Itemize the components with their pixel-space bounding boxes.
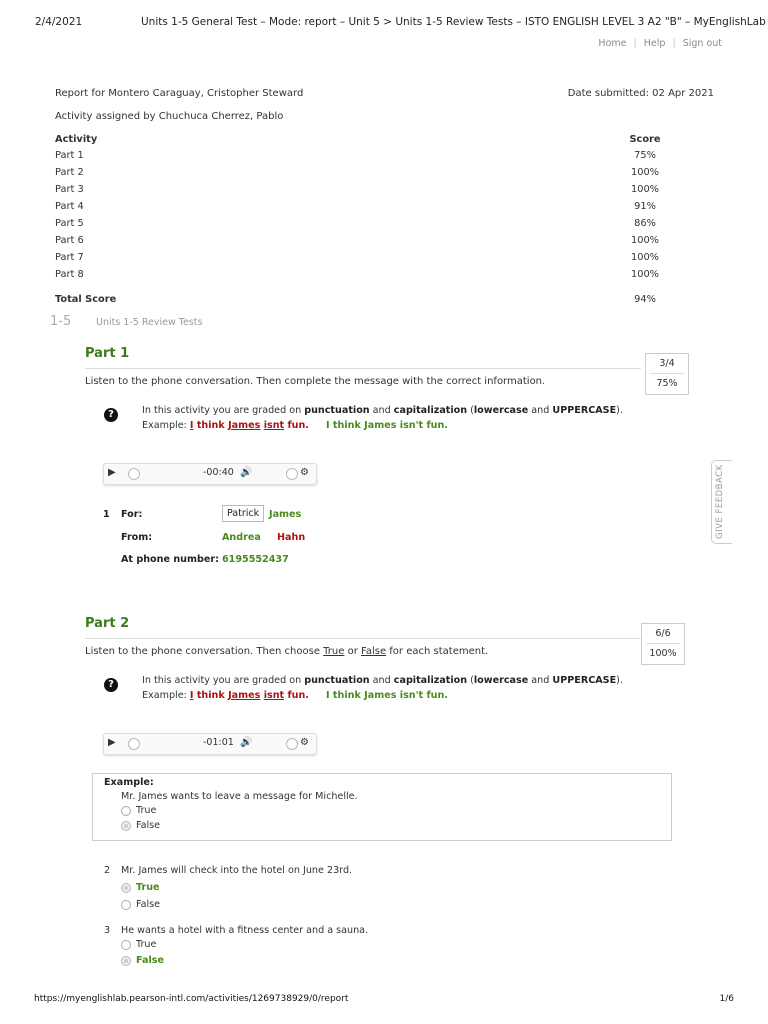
report-for: Report for Montero Caraguay, Cristopher Steward: [55, 88, 304, 99]
score-cell: 100%: [630, 269, 659, 280]
note-capitalization: capitalization: [393, 675, 468, 686]
date-submitted: Date submitted: 02 Apr 2021: [567, 88, 714, 99]
phone-label: At phone number:: [121, 554, 219, 565]
example-statement: Mr. James wants to leave a message for Michelle.: [121, 791, 358, 802]
part2-title: Part 2: [85, 616, 130, 631]
table-row: [55, 215, 675, 232]
note-example-label: Example:: [142, 420, 190, 431]
q2-option-false: [121, 899, 160, 911]
activity-cell: Part 6: [55, 235, 84, 246]
example-option-false: [121, 820, 160, 832]
option-label-correct: False: [136, 955, 164, 966]
part1-audio-player: [103, 463, 317, 485]
part2-audio-player: [103, 733, 317, 755]
total-label: Total Score: [55, 294, 117, 305]
gear-icon[interactable]: ⚙: [300, 737, 309, 748]
activity-header: Activity: [55, 133, 98, 145]
activity-cell: Part 4: [55, 201, 84, 212]
volume-icon[interactable]: 🔊: [240, 467, 253, 478]
grading-note: [142, 403, 623, 433]
note-text: (: [467, 405, 474, 416]
score-cell: 75%: [634, 150, 656, 161]
example-label: Example:: [104, 777, 154, 788]
grading-note: [142, 673, 623, 703]
instruction-false: False: [361, 646, 387, 657]
example-correct: I think James isn't fun.: [326, 420, 448, 431]
from-label: From:: [121, 532, 153, 543]
for-answer-input[interactable]: Patrick: [222, 505, 264, 522]
gear-icon[interactable]: ⚙: [300, 467, 309, 478]
instruction-text: Listen to the phone conversation. Then choose: [85, 646, 324, 657]
example-text: fun.: [284, 420, 309, 431]
instruction-true: True: [323, 646, 345, 657]
for-label: For:: [121, 509, 143, 520]
help-question-icon: ?: [104, 408, 118, 422]
score-header: Score: [629, 133, 661, 145]
example-correct: I think James isn't fun.: [326, 690, 448, 701]
note-text: ).: [616, 405, 623, 416]
note-example-label: Example:: [142, 690, 190, 701]
part2-score-percent: 100%: [649, 648, 677, 659]
example-text: fun.: [284, 690, 309, 701]
note-text: and: [369, 405, 394, 416]
option-label-correct: True: [136, 882, 160, 893]
seek-handle[interactable]: [128, 468, 140, 480]
radio-button[interactable]: [121, 900, 131, 910]
note-text: ).: [616, 675, 623, 686]
note-lowercase: lowercase: [473, 675, 529, 686]
radio-button-selected[interactable]: [121, 821, 131, 831]
radio-button-selected[interactable]: [121, 956, 131, 966]
print-title: Units 1-5 General Test – Mode: report – Unit 5 > Units 1-5 Review Tests – ISTO ENGLISH LEVEL 3 A2 "B" – MyEnglishLab: [141, 16, 766, 28]
example-error: I: [189, 420, 194, 431]
activity-cell: Part 1: [55, 150, 84, 161]
score-cell: 91%: [634, 201, 656, 212]
radio-button[interactable]: [121, 940, 131, 950]
footer-page: 1/6: [719, 994, 734, 1004]
table-row: [55, 147, 675, 164]
example-error: I: [189, 690, 194, 701]
example-box: [92, 773, 672, 841]
total-row: [55, 283, 675, 308]
part2-score-fraction: 6/6: [646, 624, 680, 644]
table-row: [55, 181, 675, 198]
score-cell: 100%: [630, 252, 659, 263]
q3-option-false: [121, 955, 164, 967]
question-number: 1: [103, 509, 110, 520]
note-lowercase: lowercase: [473, 405, 529, 416]
play-icon[interactable]: ▶: [108, 737, 116, 748]
activity-cell: Part 7: [55, 252, 84, 263]
audio-time: -01:01: [203, 737, 234, 748]
home-link[interactable]: Home: [598, 38, 627, 49]
q3-option-true: [121, 939, 156, 951]
note-uppercase: UPPERCASE: [552, 675, 617, 686]
q2-option-true: [121, 882, 160, 894]
from-last-name: Hahn: [277, 532, 306, 543]
note-text: In this activity you are graded on: [142, 675, 305, 686]
example-error: James: [228, 420, 261, 431]
note-text: In this activity you are graded on: [142, 405, 305, 416]
link-separator: |: [672, 38, 676, 49]
table-row: [55, 164, 675, 181]
table-row: [55, 266, 675, 283]
example-text: think: [193, 420, 229, 431]
example-text: think: [193, 690, 229, 701]
question-statement: He wants a hotel with a fitness center and a sauna.: [121, 925, 369, 936]
part1-title: Part 1: [85, 346, 130, 361]
example-option-true: [121, 805, 156, 817]
radio-button[interactable]: [121, 806, 131, 816]
part2-divider: [85, 638, 641, 639]
score-cell: 100%: [630, 235, 659, 246]
give-feedback-label: GIVE FEEDBACK: [715, 464, 725, 539]
instruction-text: or: [344, 646, 361, 657]
radio-button-selected[interactable]: [121, 883, 131, 893]
note-text: (: [467, 675, 474, 686]
note-capitalization: capitalization: [393, 405, 468, 416]
score-cell: 86%: [634, 218, 656, 229]
volume-handle[interactable]: [286, 468, 298, 480]
volume-handle[interactable]: [286, 738, 298, 750]
example-error: isnt: [263, 420, 285, 431]
note-text: and: [528, 405, 553, 416]
part2-score-box: [641, 623, 685, 665]
note-uppercase: UPPERCASE: [552, 405, 617, 416]
option-label: True: [136, 805, 157, 816]
for-correct-answer: James: [269, 509, 302, 520]
question-number: 3: [104, 925, 111, 936]
option-label: False: [136, 899, 161, 910]
print-date: 2/4/2021: [35, 16, 83, 28]
phone-value: 6195552437: [222, 554, 289, 565]
table-row: [55, 198, 675, 215]
table-row: [55, 232, 675, 249]
total-score: 94%: [634, 294, 656, 305]
example-error: isnt: [263, 690, 285, 701]
note-punctuation: punctuation: [304, 405, 370, 416]
option-label: False: [136, 820, 161, 831]
part1-score-box: [645, 353, 689, 395]
note-text: and: [369, 675, 394, 686]
question-statement: Mr. James will check into the hotel on June 23rd.: [121, 865, 353, 876]
part2-instruction: [85, 646, 488, 657]
section-number: 1-5: [50, 314, 72, 329]
table-row: [55, 249, 675, 266]
activity-cell: Part 8: [55, 269, 84, 280]
from-first-name: Andrea: [222, 532, 261, 543]
activity-cell: Part 5: [55, 218, 84, 229]
note-text: and: [528, 675, 553, 686]
instruction-text: for each statement.: [386, 646, 489, 657]
activity-cell: Part 3: [55, 184, 84, 195]
part1-divider: [85, 368, 641, 369]
scores-table: [55, 131, 675, 308]
help-question-icon: ?: [104, 678, 118, 692]
score-cell: 100%: [630, 184, 659, 195]
example-error: James: [228, 690, 261, 701]
give-feedback-tab[interactable]: [711, 460, 732, 544]
part1-score-percent: 75%: [656, 378, 678, 389]
activity-cell: Part 2: [55, 167, 84, 178]
question-number: 2: [104, 865, 111, 876]
section-title: Units 1-5 Review Tests: [96, 317, 203, 328]
option-label: True: [136, 939, 157, 950]
seek-handle[interactable]: [128, 738, 140, 750]
top-links: [596, 38, 724, 49]
note-punctuation: punctuation: [304, 675, 370, 686]
play-icon[interactable]: ▶: [108, 467, 116, 478]
link-separator: |: [633, 38, 637, 49]
part1-score-fraction: 3/4: [650, 354, 684, 374]
assigned-by: Activity assigned by Chuchuca Cherrez, Pablo: [55, 111, 284, 122]
audio-time: -00:40: [203, 467, 234, 478]
score-cell: 100%: [630, 167, 659, 178]
help-link[interactable]: Help: [643, 38, 666, 49]
footer-url: https://myenglishlab.pearson-intl.com/activities/1269738929/0/report: [34, 994, 349, 1004]
part1-instruction: Listen to the phone conversation. Then complete the message with the correct information.: [85, 376, 546, 387]
volume-icon[interactable]: 🔊: [240, 737, 253, 748]
sign-out-link[interactable]: Sign out: [682, 38, 722, 49]
